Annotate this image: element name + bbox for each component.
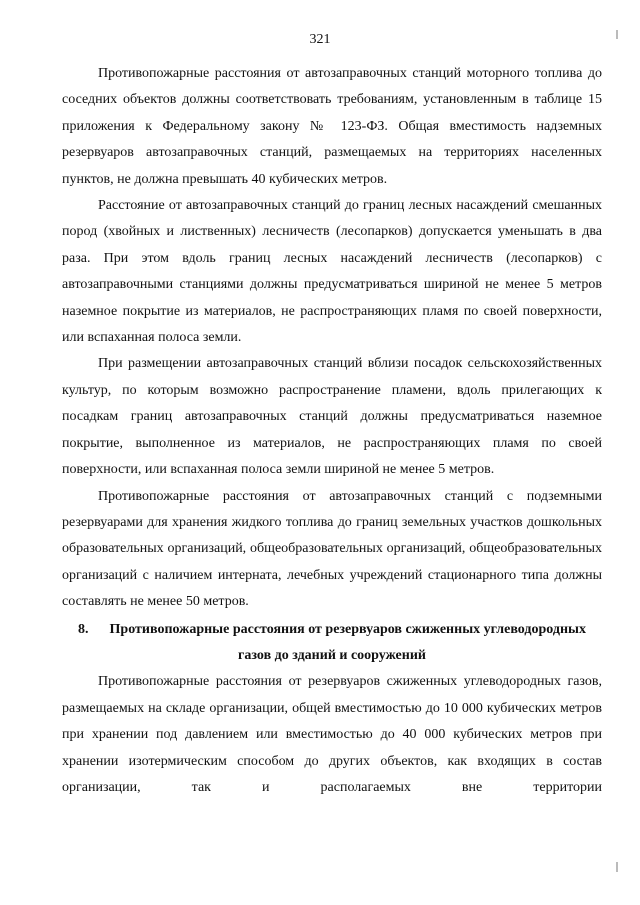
- page-body: [62, 61, 602, 801]
- paragraph-lpg-tanks: Противопожарные расстояния от резервуаров сжиженных углеводородных газов, размещаемых на складе организации, общей вместимостью до 10 000 кубических метров при хранении под давлением или вместимостью до 40 000 кубических метров при хранении изотермическим способом до других объектов, как входящих в состав организации, так и располагаемых вне территории: [62, 674, 602, 795]
- page-number: 321: [309, 32, 331, 47]
- scan-edge-mark: [616, 30, 618, 39]
- paragraph-school-hospital-distance: Противопожарные расстояния от автозаправочных станций с подземными резервуарами для хранения жидкого топлива до границ земельных участков дошкольных образовательных организаций, общеобразовательных организаций, общеобразовательных организаций с наличием интерната, лечебных учреждений стационарного типа должны составлять не менее 50 метров.: [62, 488, 602, 610]
- paragraph-crop-plantings: При размещении автозаправочных станций вблизи посадок сельскохозяйственных культур, по которым возможно распространение пламени, вдоль прилегающих к посадкам границ автозаправочных станций должны предусматриваться наземное покрытие, выполненное из материалов, не распространяющих пламя по своей поверхности, или вспаханная полоса земли шириной не менее 5 метров.: [62, 356, 602, 478]
- section-title: Противопожарные расстояния от резервуаров сжиженных углеводородных газов до зданий и сооружений: [109, 621, 586, 663]
- paragraph-forest-distance: Расстояние от автозаправочных станций до границ лесных насаждений смешанных пород (хвойных и лиственных) лесничеств (лесопарков) допускается уменьшать в два раза. При этом вдоль границ лесных насаждений лесничеств (лесопарков) с автозаправочными станциями должны предусматриваться шириной не менее 5 метров наземное покрытие из материалов, не распространяющих пламя по своей поверхности, или вспаханная полоса земли.: [62, 198, 602, 346]
- paragraph-fuel-station-distances: Противопожарные расстояния от автозаправочных станций моторного топлива до соседних объектов должны соответствовать требованиям, установленным в таблице 15 приложения к Федеральному закону № 123-ФЗ. Общая вместимость надземных резервуаров автозаправочных станций, размещаемых на территориях населенных пунктов, не должна превышать 40 кубических метров.: [62, 66, 602, 187]
- scan-edge-mark: [616, 862, 618, 872]
- section-heading: [62, 617, 602, 670]
- section-number: 8.: [78, 621, 89, 637]
